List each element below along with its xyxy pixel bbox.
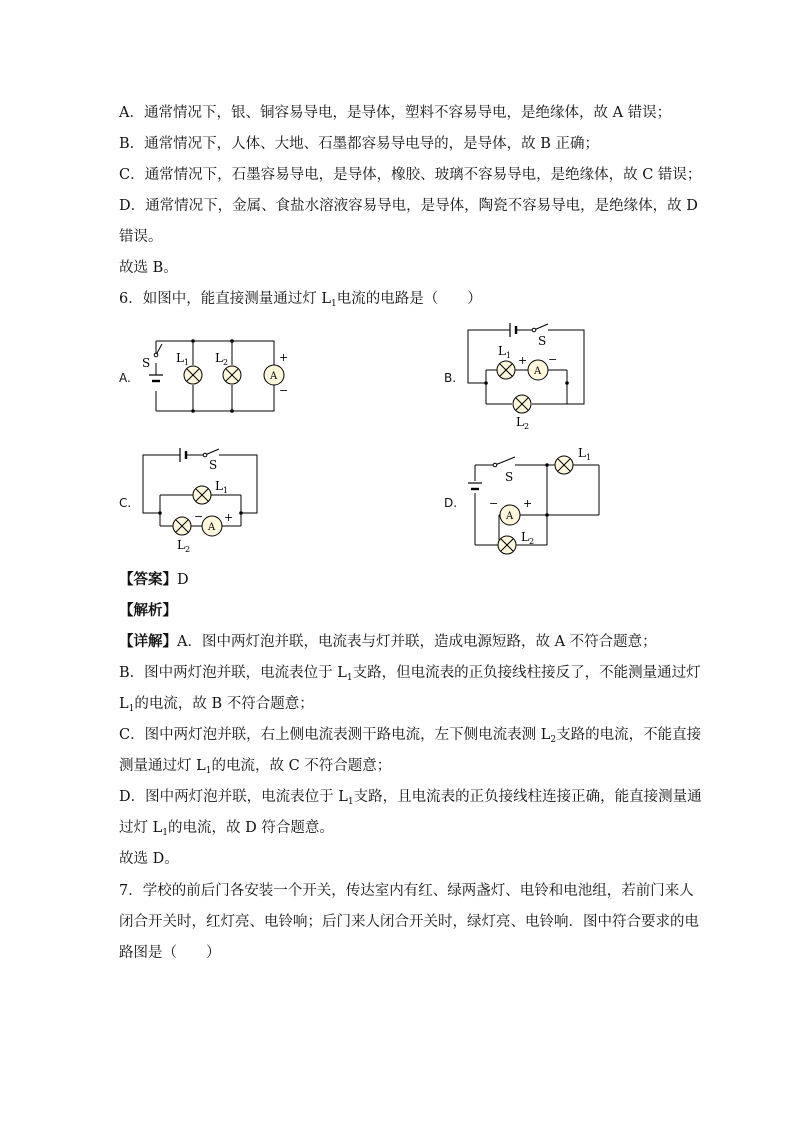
ammeter-label: A	[534, 366, 542, 377]
answer-selection-1: 故选 B。	[119, 260, 178, 276]
plus-sign: +	[224, 511, 234, 524]
question-6: 6．如图中，能直接测量通过灯 $L_1$电流的电路是（ ）	[119, 291, 482, 309]
answer-tag: 【答案】	[119, 571, 177, 588]
plus-sign: +	[523, 497, 533, 510]
option-b-explanation: B．通常情况下，人体、大地、石墨都容易导电导的，是导体，故 B 正确；	[119, 136, 600, 152]
lamp-l1-label: $L_1$	[215, 479, 229, 495]
switch-label: S	[142, 356, 151, 370]
detail-c-2: 测量通过灯 $L_1$的电流，故 C 不符合题意；	[119, 758, 392, 776]
answer-selection-2: 故选 D。	[119, 851, 179, 867]
option-c-explanation: C．通常情况下，石墨容易导电，是导体，橡胶、玻璃不容易导电，是绝缘体，故 C 错误；	[119, 167, 702, 183]
lamp-l1-label: $L_1$	[578, 446, 592, 462]
circuit-c-diagram	[135, 445, 275, 560]
answer-line	[119, 570, 189, 590]
option-d-label: D.	[444, 496, 458, 510]
option-c-label: C.	[119, 496, 132, 510]
lamp-l2-label: $L_2$	[521, 530, 535, 546]
lamp-l2-label: $L_2$	[516, 415, 530, 431]
circuit-d-diagram	[465, 445, 615, 555]
minus-sign: −	[489, 497, 499, 510]
plus-sign: +	[518, 354, 528, 367]
lamp-l1-label: $L_1$	[176, 351, 190, 367]
option-b-label: B.	[444, 371, 457, 385]
minus-sign: −	[194, 510, 204, 523]
lamp-l2-label: $L_2$	[215, 351, 229, 367]
minus-sign: −	[279, 384, 289, 397]
circuit-b-diagram	[460, 320, 600, 435]
option-d-explanation-cont: 错误。	[119, 229, 163, 245]
detail-d-2: 过灯 $L_1$的电流，故 D 符合题意。	[119, 820, 334, 838]
lamp-l1-label: $L_1$	[498, 344, 512, 360]
answer-value: D	[177, 572, 189, 588]
minus-sign: −	[548, 353, 558, 366]
detail-b-2: $L_1$的电流，故 B 不符合题意；	[119, 696, 314, 714]
detail-a: 【详解】A．图中两灯泡并联，电流表与灯并联，造成电源短路，故 A 不符合题意；	[119, 633, 657, 650]
option-d-explanation: D．通常情况下，金属、食盐水溶液容易导电，是导体，陶瓷不容易导电，是绝缘体，故 D	[119, 198, 698, 214]
plus-sign: +	[279, 351, 289, 364]
detail-c-1: C．图中两灯泡并联，右上侧电流表测干路电流，左下侧电流表测 $L_2$支路的电流，不能直接	[119, 727, 702, 745]
option-a-explanation: A．通常情况下，银、铜容易导电，是导体，塑料不容易导电，是绝缘体，故 A 错误；	[119, 105, 672, 121]
lamp-l2-label: $L_2$	[177, 538, 191, 554]
switch-label: S	[209, 458, 218, 472]
question-7-line-1: 7．学校的前后门各安装一个开关，传达室内有红、绿两盏灯、电铃和电池组，若前门来人	[119, 883, 694, 899]
switch-label: S	[538, 334, 547, 348]
ammeter-label: A	[506, 511, 514, 522]
ammeter-label: A	[270, 371, 278, 382]
question-7-line-2: 闭合开关时，红灯亮、电铃响；后门来人闭合开关时，绿灯亮、电铃响．图中符合要求的电	[119, 914, 699, 930]
option-a-label: A.	[119, 371, 131, 385]
question-7-line-3: 路图是（ ）	[119, 945, 221, 961]
circuit-a-diagram	[140, 335, 300, 420]
detail-tag: 【详解】	[119, 633, 177, 650]
detail-d-1: D．图中两灯泡并联，电流表位于 $L_1$支路，且电流表的正负接线柱连接正确，能直接测量通	[119, 789, 702, 807]
switch-label: S	[505, 470, 514, 484]
detail-b-1: B．图中两灯泡并联，电流表位于 $L_1$支路，但电流表的正负接线柱接反了，不能测量通过灯	[119, 665, 701, 683]
ammeter-label: A	[208, 522, 216, 533]
analysis-tag: 【解析】	[119, 602, 177, 619]
